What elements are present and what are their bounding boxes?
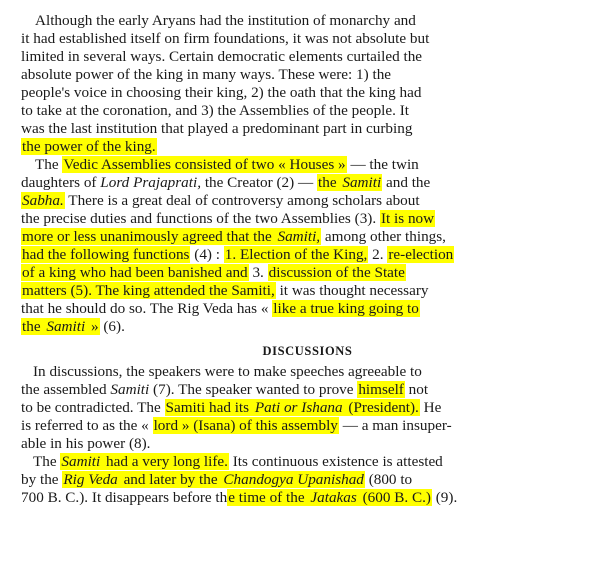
text-line [21,318,125,336]
text-line [21,174,430,192]
text-run: by the [21,471,63,488]
text-line [21,210,435,228]
highlighted-text: discussion of the State [268,264,405,281]
text-line [21,381,428,399]
text-line [21,417,452,435]
text-run: Lord Prajaprati, [100,174,202,191]
highlighted-text: 1. Election of the King, [224,246,368,263]
text-run: the assembled [21,381,111,398]
highlighted-text: Vedic Assemblies consisted of two « Houses » [63,156,346,173]
text-line [33,453,443,471]
text-line [21,120,412,138]
text-run: In discussions, the speakers were to make speeches agreeable to [33,363,422,380]
highlighted-text: the [22,318,45,335]
text-run: Its continuous existence is attested [228,453,443,470]
text-run: it had established itself on firm foundations, it was not absolute but [21,30,430,47]
text-line [21,246,454,264]
text-run: daughters of [21,174,101,191]
text-run: — a man insuper- [338,417,452,434]
highlighted-text: Pati or Ishana [254,399,343,416]
highlighted-text: (President). [344,399,419,416]
highlighted-text: (600 B. C.) [358,489,431,506]
text-line [35,12,416,30]
text-run: Although the early Aryans had the institution of monarchy and [35,12,416,29]
text-line [33,363,422,381]
text-run: to be contradicted. The [21,399,165,416]
highlighted-text: Samiti [46,318,86,335]
highlighted-text: Samiti had its [165,399,253,416]
text-run: among other things, [321,228,446,245]
text-line [21,228,446,246]
text-run: (6). [99,318,125,335]
highlighted-text: Samiti [342,174,382,191]
highlighted-text: matters (5). The king attended the Samiti, [22,282,275,299]
text-line [21,138,157,156]
text-run: the precise duties and functions of the two Assemblies (3). [21,210,380,227]
highlighted-text: Chandogya Upanishad [223,471,364,488]
text-run: that he should do so. The Rig Veda has « [21,300,273,317]
text-run: (800 to [364,471,413,488]
highlighted-text: the power of the king. [22,138,156,155]
highlighted-text: » [87,318,99,335]
highlighted-text: It is now [380,210,435,227]
highlighted-text: e time of the [228,489,309,506]
text-run: and the [382,174,431,191]
text-run: to take at the coronation, and 3) the Assemblies of the people. It [21,102,410,119]
text-line [21,102,409,120]
highlighted-text: Samiti [61,453,101,470]
text-line [21,300,420,318]
text-run: was the last institution that played a predominant part in curbing [21,120,413,137]
highlighted-text: Rig Veda [63,471,118,488]
text-line [21,282,428,300]
text-run: the Creator (2) — [201,174,317,191]
highlighted-text: Jatakas [310,489,357,506]
text-line [21,489,457,507]
text-line [21,471,412,489]
highlighted-text: had a very long life. [102,453,228,470]
text-line [21,84,421,102]
text-run: (9). [431,489,458,506]
text-line [21,264,406,282]
text-line [21,48,422,66]
text-line [21,30,429,48]
text-run: (4) : [190,246,224,263]
text-run: limited in several ways. Certain democratic elements curtailed the [21,48,423,65]
text-run: people's voice in choosing their king, 2) the oath that the king had [21,84,422,101]
text-run: He [419,399,442,416]
text-line [21,66,391,84]
text-run: The [35,156,63,173]
text-line [21,399,441,417]
text-line [21,435,150,453]
text-run: There is a great deal of controversy among scholars about [64,192,420,209]
section-heading: DISCUSSIONS [262,344,353,358]
text-line [21,192,420,210]
highlighted-text: and later by the [119,471,222,488]
highlighted-text: like a true king going to [273,300,419,317]
text-run: able in his power (8). [21,435,151,452]
text-run: 2. [368,246,388,263]
text-run: Samiti [110,381,150,398]
highlighted-text: himself [358,381,404,398]
text-run: — the twin [346,156,419,173]
highlighted-text: Samiti, [277,228,321,245]
highlighted-text: Sabha. [22,192,64,209]
highlighted-text: lord » (Isana) of this assembly [153,417,338,434]
highlighted-text: re-election [388,246,454,263]
highlighted-text: of a king who had been banished and [22,264,248,281]
highlighted-text: had the following functions [22,246,190,263]
text-run: 700 B. C.). It disappears before th [21,489,228,506]
text-run: absolute power of the king in many ways. These were: 1) the [21,66,392,83]
text-run: 3. [248,264,268,281]
text-run: is referred to as the « [21,417,153,434]
text-line [35,156,419,174]
text-run: (7). The speaker wanted to prove [149,381,358,398]
text-run: The [33,453,61,470]
highlighted-text: more or less unanimously agreed that the [22,228,276,245]
highlighted-text: the [318,174,341,191]
text-run: not [404,381,429,398]
text-run: it was thought necessary [275,282,429,299]
